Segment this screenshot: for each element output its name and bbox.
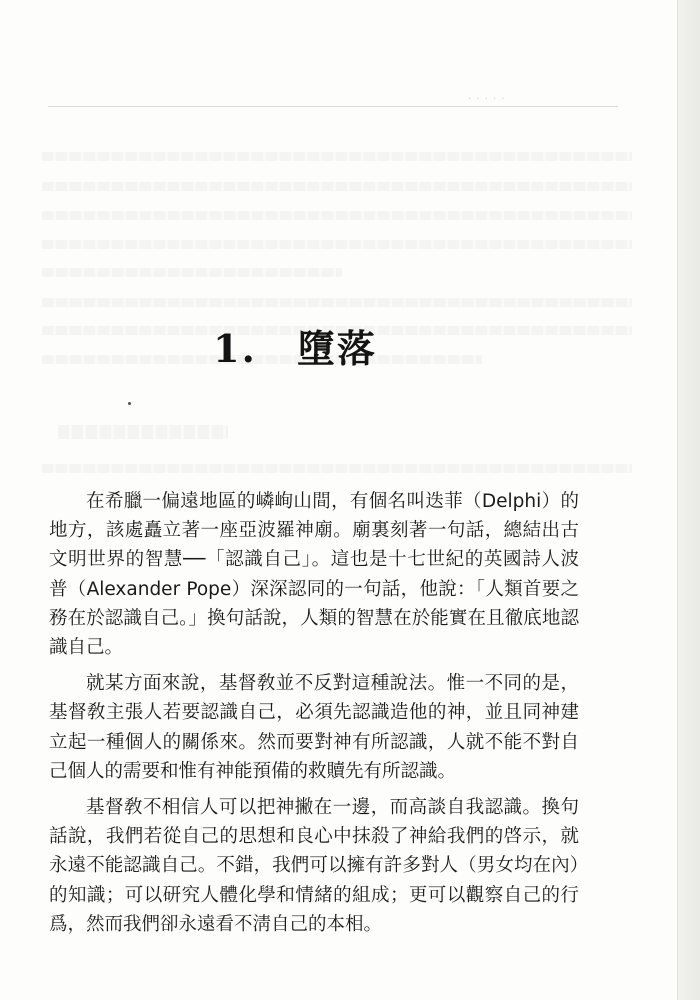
- bleed-through-line: [42, 211, 632, 220]
- paragraph-3: 基督敎不相信人可以把神撇在一邊，而高談自我認識。換句話說，我們若從自己的思想和良心中抹殺了神給我們的啓示，就永遠不能認識自己。不錯，我們可以擁有許多對人（男女均在內）的知識；可以研究人體化學和情緒的組成；更可以觀察自己的行爲，然而我們卻永遠看不淸自己的本相。: [49, 797, 579, 935]
- chapter-number: 1.: [213, 326, 257, 371]
- bleed-through-line: [42, 298, 632, 307]
- paragraph-1: 在希臘一偏遠地區的嶙峋山間，有個名叫迭菲（Delphi）的地方，該處矗立著一座亞波羅神廟。廟裏刻著一句話，總結出古文明世界的智慧──「認識自己」。這也是十七世紀的英國詩人波普（Alexander Pope）深深認同的一句話，他說：「人類首要之務在於認識自己。」換句話說，人類的智慧在於能實在且徹底地認識自己。: [49, 491, 579, 659]
- paragraph-2: 就某方面來說，基督敎並不反對這種說法。惟一不同的是，基督敎主張人若要認識自己，必須先認識造他的神，並且同神建立起一種個人的關係來。然而要對神有所認識，人就不能不對自己個人的需要和惟有神能預備的救贖先有所認識。: [49, 673, 579, 782]
- bleed-through-line: [42, 182, 632, 191]
- chapter-heading: [0, 318, 590, 373]
- bleed-through-heading: [58, 425, 228, 439]
- print-speck: [128, 402, 131, 405]
- page-edge-shadow: [677, 0, 700, 1000]
- bleed-through-line: [42, 152, 632, 161]
- bleed-through-line: [42, 464, 632, 473]
- bleed-through-line: [42, 240, 632, 249]
- chapter-title: 墮落: [296, 326, 377, 371]
- body-text: [49, 487, 579, 946]
- header-rule: [48, 106, 618, 107]
- bleed-through-line: [42, 268, 342, 277]
- running-head-bleed: · · · · ·: [468, 94, 506, 105]
